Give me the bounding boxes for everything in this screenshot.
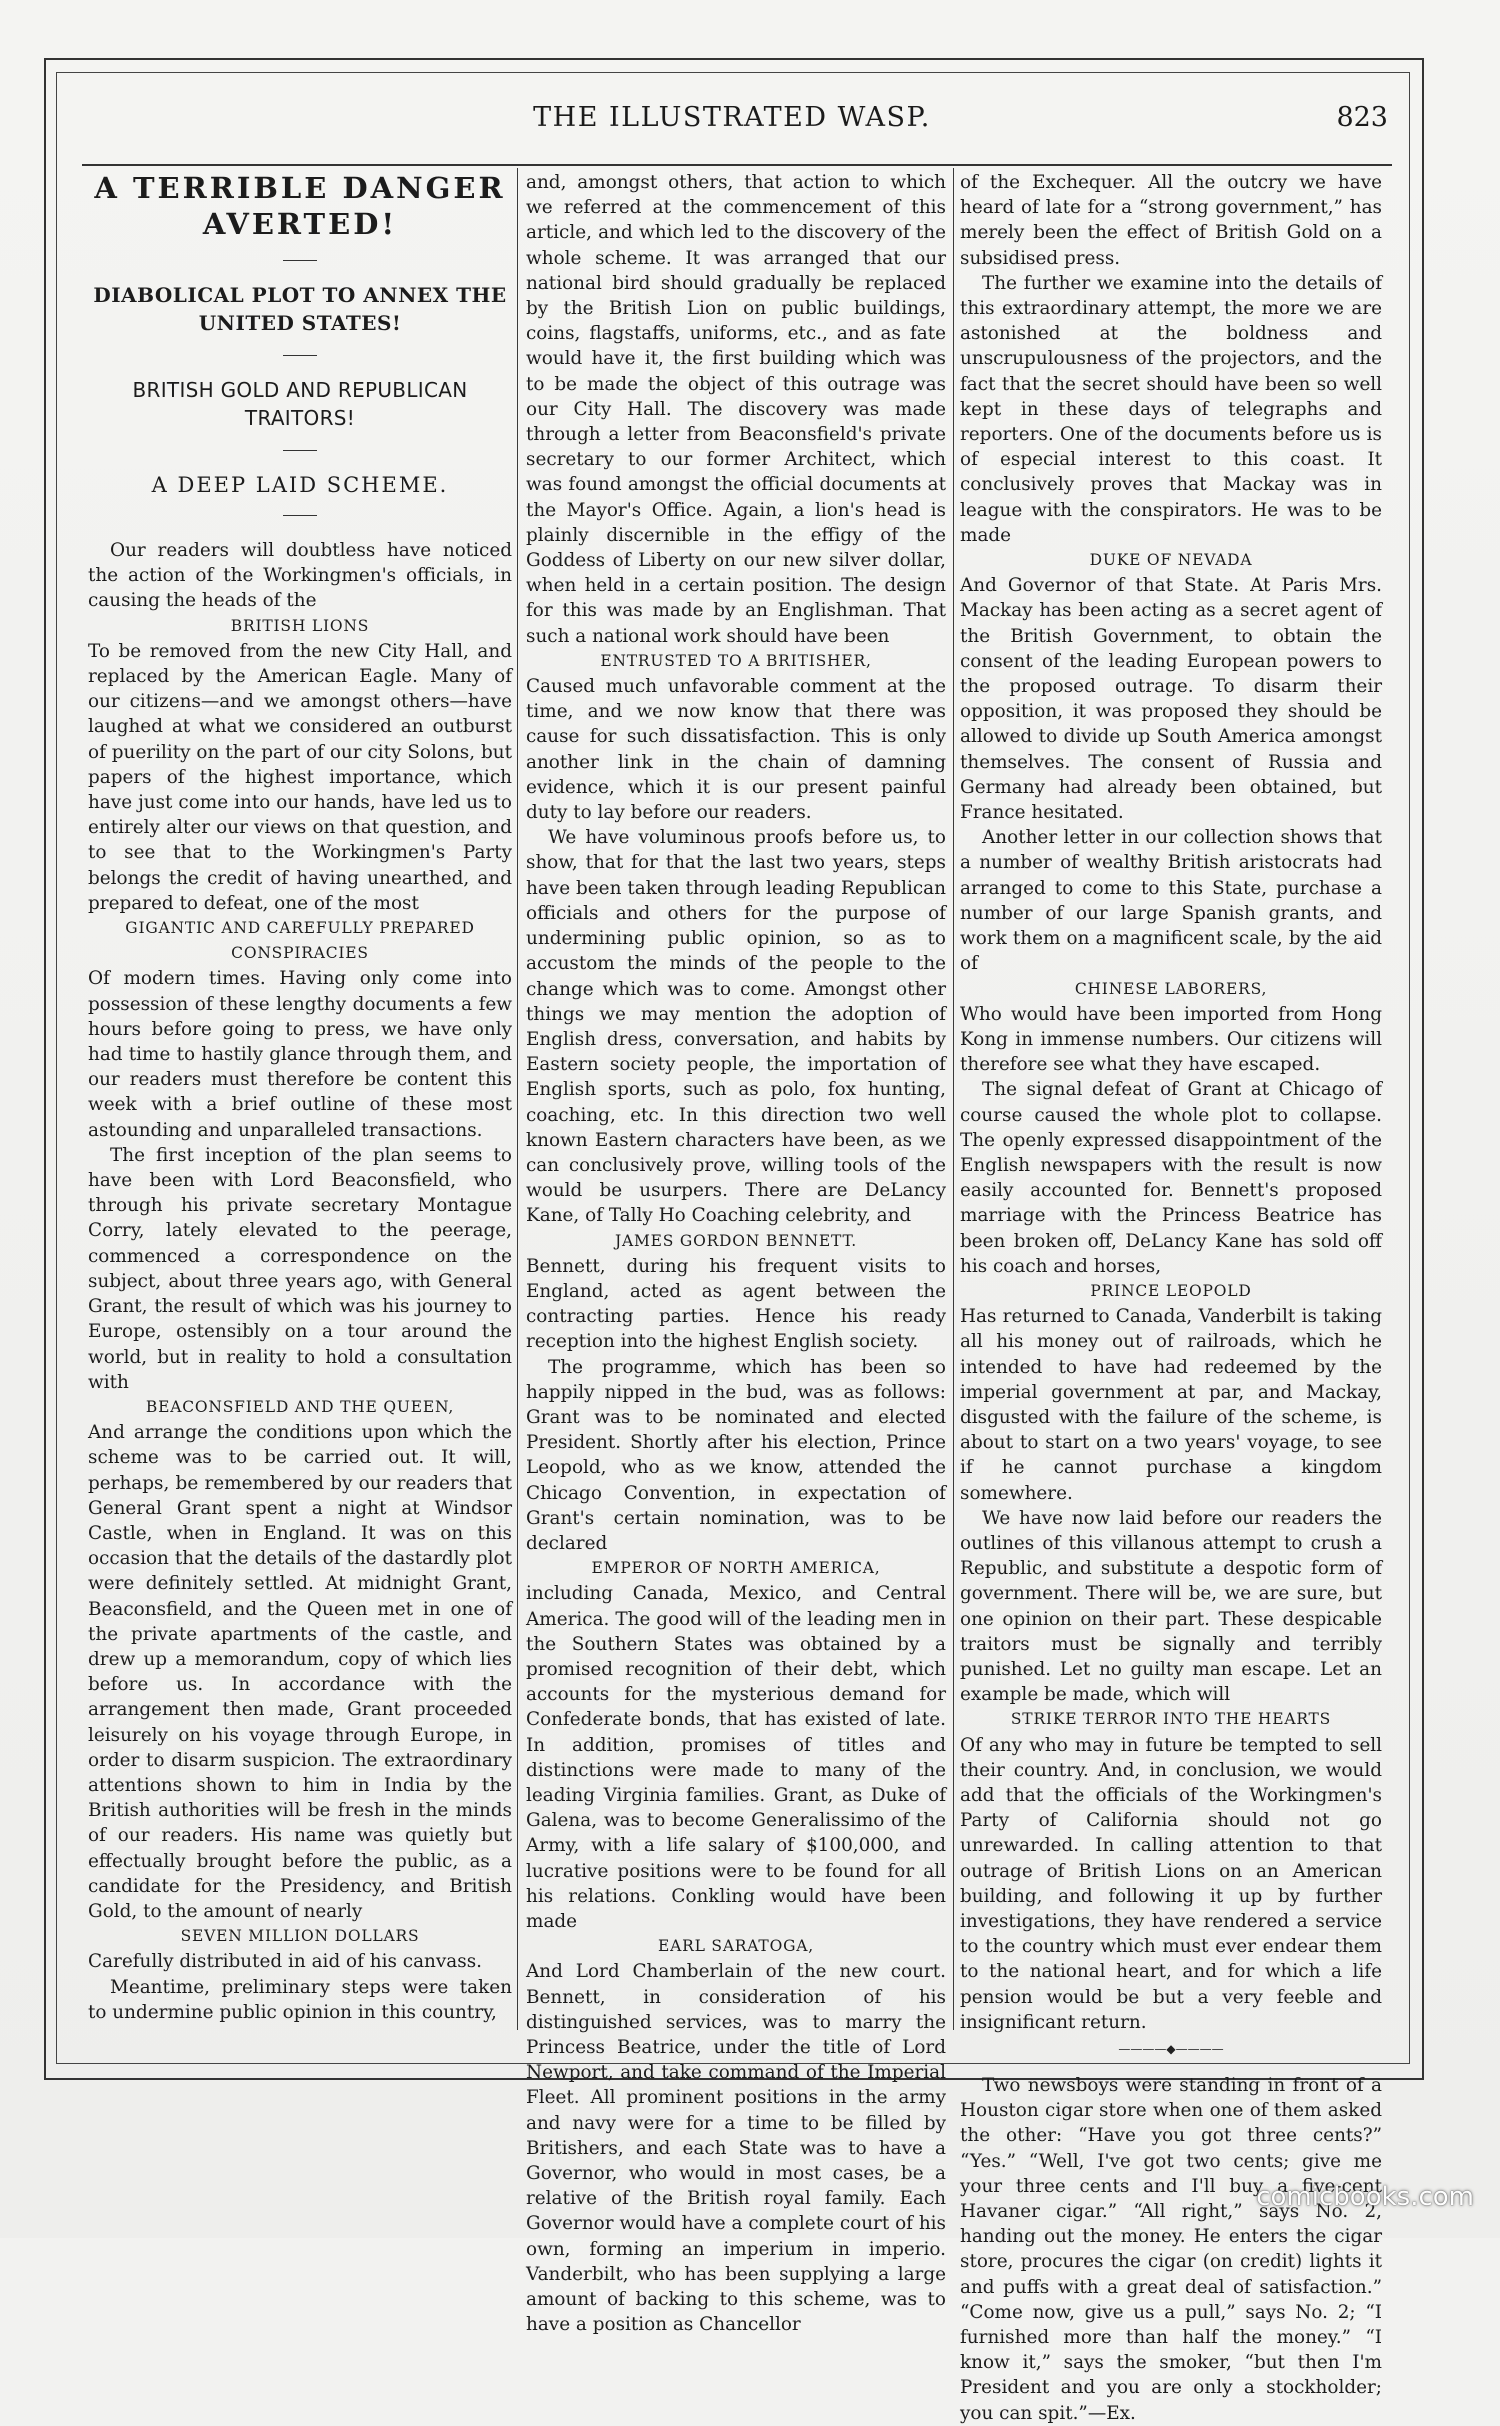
- publication-title: THE ILLUSTRATED WASP.: [533, 102, 931, 133]
- paragraph: Bennett, during his frequent visits to England, acted as agent between the contracting parties. Hence his ready reception into the highest English society.: [526, 1255, 946, 1353]
- newsboys-anecdote: Two newsboys were standing in front of a Houston cigar store when one of them asked the other: “Have you got three cents?” “Yes.” “Well, I've got two cents; give me your three cents and I'll buy a five-cent Havaner cigar.” “All right,” says No. 2, handing out the money. He enters the cigar store, procures the cigar (on credit) lights it and puffs with a great deal of satisfaction.” “Come now, give us a pull,” says No. 2; “I furnished more than half the money.” “I know it,” says the smoker, “but then I'm President and you are only a stockholder; you can spit.”—Ex.: [960, 2075, 1382, 2424]
- ornament-divider: ————◆————: [1118, 2042, 1224, 2057]
- paragraph: of the Exchequer. All the outcry we have heard of late for a “strong government,” has merely been the effect of British Gold on a subsidised press.: [960, 172, 1382, 269]
- paragraph: Another letter in our collection shows that a number of wealthy British aristocrats had arranged to come to this State, purchase a number of our large Spanish grants, and work them on a magnificent scale, by the aid of: [960, 827, 1382, 975]
- column-rule-1: [517, 168, 518, 2030]
- paragraph: including Canada, Mexico, and Central America. The good will of the leading men in the Southern States was obtained by a promised recognition of their debt, which accounts for the mysterious demand for Confederate bonds, that has existed of late. In addition, promises of titles and distinctions were made to many of the leading Virginia families. Grant, as Duke of Galena, was to become Generalissimo of the Army, with a life salary of $100,000, and lucrative positions were to be found for all his relations. Conkling would have been made: [526, 1583, 946, 1933]
- article-body-1: [88, 538, 512, 2025]
- subheadline: DIABOLICAL PLOT TO ANNEX THE UNITED STATES!: [93, 283, 507, 335]
- paragraph: Our readers will doubtless have noticed the action of the Workingmen's officials, in causing the heads of the: [88, 540, 512, 612]
- paragraph: We have now laid before our readers the outlines of this villanous attempt to crush a Republic, and substitute a despotic form of government. There will be, we are sure, but one opinion on their part. These despicable traitors must be signally and terribly punished. Let no guilty man escape. Let an example be made, which will: [960, 1507, 1382, 1706]
- paragraph: And Lord Chamberlain of the new court. Bennett, in consideration of his distinguished services, was to marry the Princess Beatrice, under the title of Lord Newport, and take command of the Imperial Fleet. All prominent positions in the army and navy were for a time to be filled by Britishers, and each State was to have a Governor, who would in most cases, be a relative of the British royal family. Each Governor would have a complete court of his own, forming an imperium in imperio. Vanderbilt, who has been supplying a large amount of backing to this scheme, was to have a position as Chancellor: [526, 1961, 946, 2336]
- paragraph: And Governor of that State. At Paris Mrs. Mackay has been acting as a secret agent of the British Government, to obtain the consent of the leading European powers to the proposed outrage. To disarm their opposition, it was proposed they should be allowed to divide up South America amongst themselves. The consent of Russia and Germany had already been obtained, but France hesitated.: [960, 575, 1382, 824]
- divider: [283, 355, 317, 356]
- paragraph: The further we examine into the details of this extraordinary attempt, the more we are astonished at the boldness and unscrupulousness of the projectors, and the fact that the secret should have been so well kept in these days of telegraphs and reporters. One of the documents before us is of especial interest to this coast. It conclusively proves that Mackay was in league with the conspirators. He was to be made: [960, 272, 1382, 546]
- column-rule-2: [953, 168, 954, 2030]
- masthead: [56, 96, 1408, 156]
- article-column-3: [960, 170, 1382, 2426]
- paragraph: And arrange the conditions upon which the scheme was to be carried out. It will, perhaps, be remembered by our readers that General Grant spent a night at Windsor Castle, when in England. It was on this occasion that the details of the dastardly plot were definitely settled. At midnight Grant, Beaconsfield, and the Queen met in one of the private apartments of the castle, and drew up a memorandum, copy of which lies before us. In accordance with the arrangement then made, Grant proceeded leisurely on his voyage through Europe, in order to disarm suspicion. The extraordinary attentions shown to him in India by the British authorities will be fresh in the minds of our readers. His name was quietly but effectually brought before the public, as a candidate for the Presidency, and British Gold, to the amount of nearly: [88, 1422, 512, 1922]
- paragraph: Meantime, preliminary steps were taken to undermine public opinion in this country,: [88, 1976, 512, 2023]
- section-subhead: BEACONSFIELD AND THE QUEEN,: [145, 1397, 455, 1416]
- paragraph: and, amongst others, that action to which we referred at the commencement of this article, and which led to the discovery of the whole scheme. It was arranged that our national bird should gradually be replaced by the British Lion on public buildings, coins, flagstaffs, uniforms, etc., and as fate would have it, the first building which was to be made the object of this outrage was our City Hall. The discovery was made through a letter from Beaconsfield's private secretary to our former Architect, which was found amongst the official documents at the Mayor's Office. Again, a lion's head is plainly discernible in the effigy of the Goddess of Liberty on our new silver dollar, when held in a certain position. The design for this was made by an Englishman. That such a national work should have been: [526, 172, 946, 647]
- divider: [283, 450, 317, 451]
- page-number: 823: [1336, 102, 1388, 133]
- paragraph: Caused much unfavorable comment at the time, and we now know that there was cause for such dissatisfaction. This is only another link in the chain of damning evidence, which it is our present painful duty to lay before our readers.: [526, 676, 946, 824]
- paragraph: The signal defeat of Grant at Chicago of course caused the whole plot to collapse. The openly expressed disappointment of the English newspapers with the result is now easily accounted for. Bennett's proposed marriage with the Princess Beatrice has been broken off, DeLancy Kane has sold off his coach and horses,: [960, 1079, 1382, 1277]
- watermark: comicbooks.com: [1256, 2182, 1474, 2212]
- paragraph: We have voluminous proofs before us, to show, that for that the last two years, steps have been taken through leading Republican officials and others for the purpose of undermining public opinion, so as to accustom the minds of the people to the change which was to come. Amongst other things we may mention the adoption of English dress, conversation, and habits by Eastern society people, the importation of English sports, such as polo, fox hunting, coaching, etc. In this direction two well known Eastern characters have been, as we can conclusively prove, willing tools of the would be usurpers. There are DeLancy Kane, of Tally Ho Coaching celebrity, and: [526, 827, 946, 1227]
- article-column-1: [88, 170, 512, 2025]
- paragraph: The first inception of the plan seems to have been with Lord Beaconsfield, who through his private secretary Montague Corry, lately elevated to the peerage, commenced a correspondence on the subject, about three years ago, with General Grant, the result of which was his journey to Europe, ostensibly on a tour around the world, but in reality to hold a consultation with: [88, 1144, 512, 1393]
- headline: A TERRIBLE DANGER AVERTED!: [94, 171, 506, 241]
- section-subhead: JAMES GORDON BENNETT.: [614, 1231, 858, 1250]
- section-subhead: ENTRUSTED TO A BRITISHER,: [600, 651, 872, 670]
- paragraph: Who would have been imported from Hong Kong in immense numbers. Our citizens will therefore see what they have escaped.: [960, 1003, 1382, 1076]
- masthead-rule: [82, 164, 1392, 166]
- section-subhead: DUKE OF NEVADA: [1089, 551, 1253, 570]
- section-subhead: SEVEN MILLION DOLLARS: [180, 1927, 420, 1946]
- divider: [283, 515, 317, 516]
- article-body-2: [526, 170, 946, 2337]
- article-body-3: [960, 170, 1382, 2035]
- section-subhead: PRINCE LEOPOLD: [1090, 1281, 1252, 1300]
- paragraph: Has returned to Canada, Vanderbilt is taking all his money out of railroads, which he intended to have had redeemed by the imperial government at par, and Mackay, disgusted with the failure of the scheme, is about to start on a two years' voyage, to see if he cannot purchase a kingdom somewhere.: [960, 1306, 1382, 1504]
- paragraph: The programme, which has been so happily nipped in the bud, was as follows: Grant was to be nominated and elected President. Shortly after his election, Prince Leopold, who as we know, attended the Chicago Convention, in expectation of Grant's certain nomination, was to be declared: [526, 1356, 946, 1554]
- section-subhead: EMPEROR OF NORTH AMERICA,: [591, 1559, 881, 1578]
- article-column-2: [526, 170, 946, 2337]
- section-subhead: BRITISH LIONS: [230, 616, 370, 635]
- paragraph: Of modern times. Having only come into possession of these lengthy documents a few hours before going to press, we have only had time to hastily glance through them, and our readers must therefore be content this week with a brief outline of these most astounding and unparalleled transactions.: [88, 968, 512, 1141]
- tagline: BRITISH GOLD AND REPUBLICAN TRAITORS!: [132, 378, 468, 430]
- paragraph: Of any who may in future be tempted to sell their country. And, in conclusion, we would add that the officials of the Workingmen's Party of California should not go unrewarded. In calling attention to that outrage of British Lions on an American building, and following it up by further investigations, they have rendered a service to the country which must ever endear them to the national heart, and for which a life pension would be but a very feeble and insignificant return.: [960, 1734, 1382, 2033]
- paragraph: To be removed from the new City Hall, and replaced by the American Eagle. Many of our citizens—and we amongst others—have laughed at what we considered an outburst of puerility on the part of our city Solons, but papers of the highest importance, which have just come into our hands, have led us to entirely alter our views on that question, and to see that to the Workingmen's Party belongs the credit of having unearthed, and prepared to defeat, one of the most: [88, 640, 512, 914]
- divider: [283, 260, 317, 261]
- paragraph: Carefully distributed in aid of his canvass.: [88, 1951, 482, 1973]
- section-subhead: CHINESE LABORERS,: [1074, 979, 1268, 998]
- section-subhead: EARL SARATOGA,: [658, 1937, 814, 1956]
- section-subhead: GIGANTIC AND CAREFULLY PREPARED CONSPIRACIES: [125, 919, 475, 963]
- section-subhead: STRIKE TERROR INTO THE HEARTS: [1010, 1710, 1332, 1729]
- deck: A DEEP LAID SCHEME.: [151, 473, 449, 497]
